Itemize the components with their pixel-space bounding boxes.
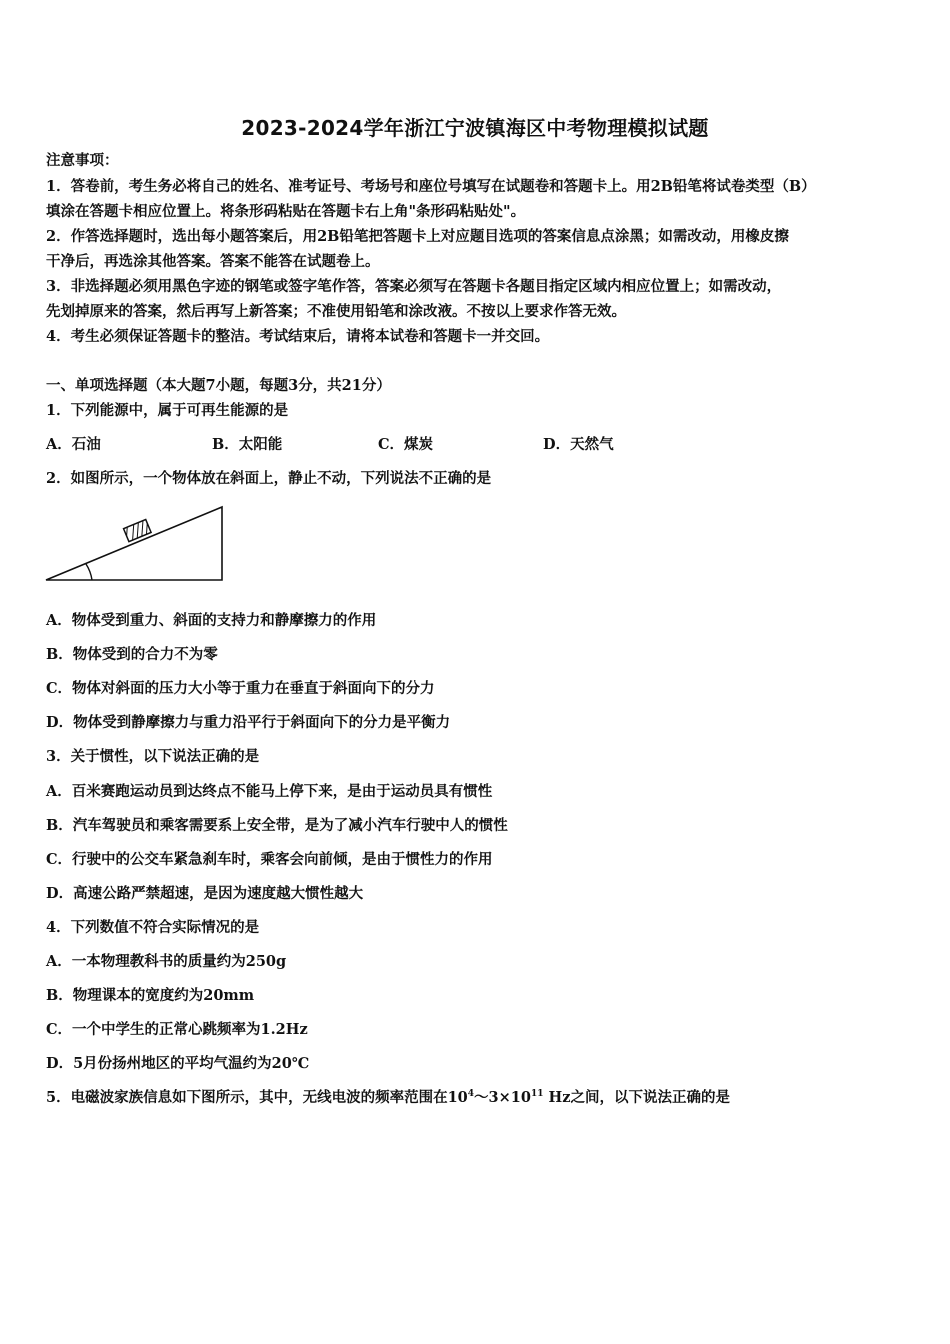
notice-line: 4．考生必须保证答题卡的整洁。考试结束后，请将本试卷和答题卡一并交回。 — [46, 328, 550, 345]
q3-stem: 3．关于惯性，以下说法正确的是 — [46, 748, 260, 765]
q2-option-d: D．物体受到静摩擦力与重力沿平行于斜面向下的分力是平衡力 — [46, 714, 451, 731]
q3-option-d: D．高速公路严禁超速，是因为速度越大惯性越大 — [46, 885, 364, 902]
q1-stem: 1．下列能源中，属于可再生能源的是 — [46, 402, 289, 419]
q1-option-b: B．太阳能 — [212, 436, 283, 453]
q1-option-a: A．石油 — [46, 436, 101, 453]
q2-option-b: B．物体受到的合力不为零 — [46, 646, 218, 663]
q3-option-a: A．百米赛跑运动员到达终点不能马上停下来，是由于运动员具有惯性 — [46, 783, 493, 800]
q3-option-b: B．汽车驾驶员和乘客需要系上安全带，是为了减小汽车行驶中人的惯性 — [46, 817, 508, 834]
notice-heading: 注意事项： — [46, 152, 119, 169]
q4-option-a: A．一本物理教科书的质量约为250g — [46, 953, 287, 970]
q1-option-d: D．天然气 — [543, 436, 614, 453]
incline-triangle — [46, 507, 222, 580]
incline-diagram — [40, 500, 232, 590]
q4-option-c: C．一个中学生的正常心跳频率为1.2Hz — [46, 1021, 308, 1038]
notice-line: 干净后，再选涂其他答案。答案不能答在试题卷上。 — [46, 253, 380, 270]
angle-arc — [86, 564, 92, 580]
page-title: 2023-2024学年浙江宁波镇海区中考物理模拟试题 — [241, 116, 709, 140]
q5-stem-part: Hz之间，以下说法正确的是 — [543, 1089, 730, 1106]
q2-option-c: C．物体对斜面的压力大小等于重力在垂直于斜面向下的分力 — [46, 680, 435, 697]
q5-stem-part: ～3×10 — [474, 1089, 531, 1106]
q4-option-d: D．5月份扬州地区的平均气温约为20℃ — [46, 1055, 310, 1072]
notice-line: 3．非选择题必须用黑色字迹的钢笔或签字笔作答，答案必须写在答题卡各题目指定区域内相应位置上；如需改动， — [46, 278, 782, 295]
notice-line: 1．答卷前，考生务必将自己的姓名、准考证号、考场号和座位号填写在试题卷和答题卡上。用2B铅笔将试卷类型（B） — [46, 178, 816, 195]
q5-stem — [46, 1088, 916, 1108]
q1-option-c: C．煤炭 — [378, 436, 434, 453]
section-heading: 一、单项选择题（本大题7小题，每题3分，共21分） — [46, 377, 391, 394]
q5-exponent: 4 — [467, 1089, 475, 1100]
q5-stem-part: 5．电磁波家族信息如下图所示，其中，无线电波的频率范围在10 — [46, 1089, 468, 1106]
q4-stem: 4．下列数值不符合实际情况的是 — [46, 919, 260, 936]
notice-line: 2．作答选择题时，选出每小题答案后，用2B铅笔把答题卡上对应题目选项的答案信息点涂黑；如需改动，用橡皮擦 — [46, 228, 789, 245]
q4-option-b: B．物理课本的宽度约为20mm — [46, 987, 255, 1004]
q3-option-c: C．行驶中的公交车紧急刹车时，乘客会向前倾，是由于惯性力的作用 — [46, 851, 493, 868]
notice-line: 填涂在答题卡相应位置上。将条形码粘贴在答题卡右上角"条形码粘贴处"。 — [46, 203, 526, 220]
q2-stem: 2．如图所示，一个物体放在斜面上，静止不动，下列说法不正确的是 — [46, 470, 492, 487]
q2-option-a: A．物体受到重力、斜面的支持力和静摩擦力的作用 — [46, 612, 377, 629]
notice-line: 先划掉原来的答案，然后再写上新答案；不准使用铅笔和涂改液。不按以上要求作答无效。 — [46, 303, 626, 320]
q5-exponent: 11 — [530, 1089, 544, 1100]
